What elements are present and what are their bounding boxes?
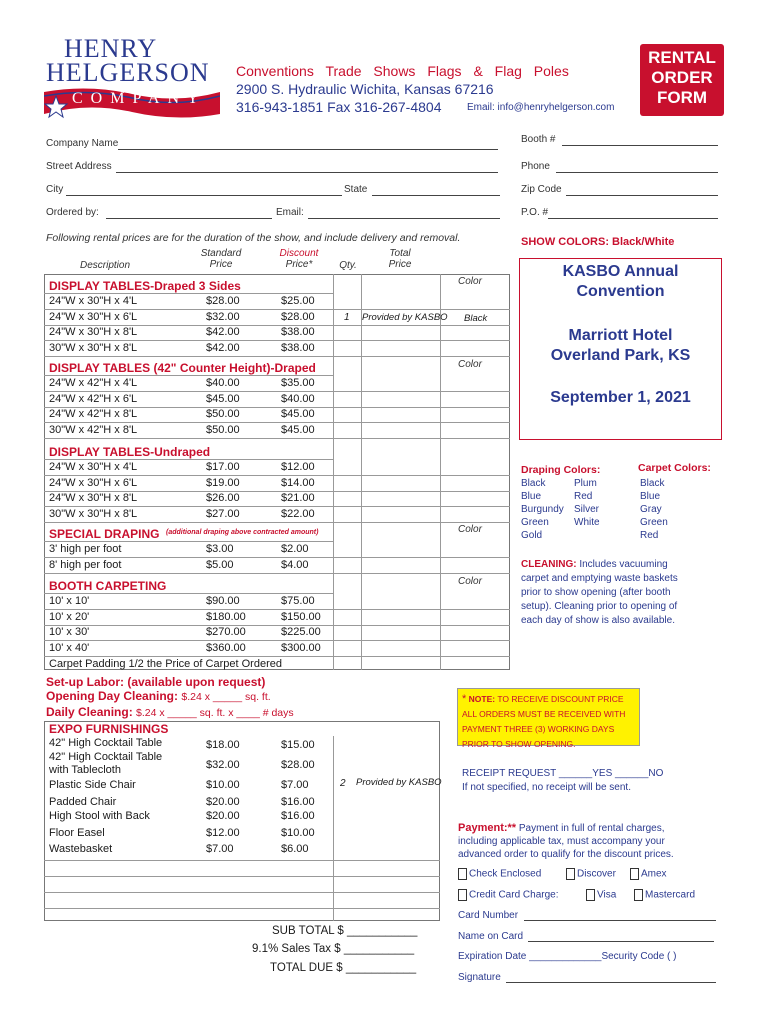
draping-color: White xyxy=(574,517,600,528)
state-field[interactable] xyxy=(372,195,500,196)
standard-price: $45.00 xyxy=(206,392,240,405)
ordered-by-label: Ordered by: xyxy=(46,207,99,218)
section-title: DISPLAY TABLES-Draped 3 Sides xyxy=(49,279,241,293)
standard-price: $19.00 xyxy=(206,476,240,489)
discount-price: $45.00 xyxy=(281,408,315,420)
show-colors: SHOW COLORS: Black/White xyxy=(521,236,675,248)
sales-tax[interactable]: 9.1% Sales Tax $ ___________ xyxy=(252,943,415,955)
item-description: 30"W x 42"H x 8'L xyxy=(49,423,138,436)
city-field[interactable] xyxy=(66,195,342,196)
discount-price: $14.00 xyxy=(281,476,315,489)
zip-label: Zip Code xyxy=(521,184,562,195)
standard-price: $90.00 xyxy=(206,595,240,607)
event-location: Overland Park, KS xyxy=(550,347,691,364)
section-subtitle: (additional draping above contracted amount) xyxy=(166,529,319,536)
item-description: 10' x 20' xyxy=(49,610,90,623)
check-enclosed-checkbox[interactable] xyxy=(458,868,467,880)
signature-label: Signature xyxy=(458,972,501,983)
discount-price: $12.00 xyxy=(281,461,315,473)
item-description: 3' high per foot xyxy=(49,543,122,555)
form-title-box xyxy=(640,44,724,116)
total-due[interactable]: TOTAL DUE $ ___________ xyxy=(270,962,417,974)
booth-label: Booth # xyxy=(521,134,556,145)
po-label: P.O. # xyxy=(521,207,549,218)
chair-qty[interactable]: 2 xyxy=(340,778,346,789)
item-description: 24"W x 30"H x 8'L xyxy=(49,492,138,504)
amex-option[interactable]: Amex xyxy=(630,868,667,880)
section-title: BOOTH CARPETING xyxy=(49,579,167,593)
form-title-1: RENTAL xyxy=(648,48,716,67)
carpet-colors-title: Carpet Colors: xyxy=(638,462,711,474)
draping-color: Gold xyxy=(521,530,543,541)
expo-item: High Stool with Back xyxy=(49,810,150,822)
labor-title: Set-up Labor: (available upon request) xyxy=(46,675,266,689)
discover-checkbox[interactable] xyxy=(566,868,575,880)
expo-standard-price: $10.00 xyxy=(206,779,240,791)
col-total: Total Price xyxy=(388,248,412,270)
expo-item: Padded Chair xyxy=(49,796,117,808)
item-description: 24"W x 30"H x 4'L xyxy=(49,295,138,307)
color-header-1: Color xyxy=(458,276,482,287)
po-field[interactable] xyxy=(548,218,718,219)
cleaning-info: CLEANING: Includes vacuuming carpet and emptying waste baskets prior to show opening (after booth setup). Cleaning prior to opening of each day of show is also available. xyxy=(521,559,678,626)
section-title: SPECIAL DRAPING xyxy=(49,527,160,541)
expo-standard-price: $20.00 xyxy=(206,810,240,822)
discount-price: $150.00 xyxy=(281,610,321,623)
credit-card-option[interactable]: Credit Card Charge: xyxy=(458,889,558,901)
standard-price: $26.00 xyxy=(206,492,240,504)
mastercard-option[interactable]: Mastercard xyxy=(634,889,695,901)
amex-checkbox[interactable] xyxy=(630,868,639,880)
col-qty: Qty. xyxy=(339,260,357,271)
chair-total[interactable]: Provided by KASBO xyxy=(356,777,442,788)
standard-price: $32.00 xyxy=(206,310,240,323)
draping-color: Green xyxy=(521,517,549,528)
draping-color: Red xyxy=(574,491,593,502)
header-services: Conventions Trade Shows Flags & Flag Poles xyxy=(236,63,569,79)
discount-price: $2.00 xyxy=(281,543,309,555)
payment-info: Payment:** Payment in full of rental charges, including applicable tax, must accompany your advanced order to qualify for the discount prices. xyxy=(458,822,674,860)
expo-item: Wastebasket xyxy=(49,843,113,855)
col-standard: Standard Price xyxy=(200,248,242,270)
street-field[interactable] xyxy=(116,172,498,173)
draping-color: Black xyxy=(521,478,546,489)
standard-price: $5.00 xyxy=(206,558,234,571)
item-description: 24"W x 30"H x 4'L xyxy=(49,461,138,473)
expo-discount-price: $7.00 xyxy=(281,779,309,791)
discount-price: $40.00 xyxy=(281,392,315,405)
standard-price: $42.00 xyxy=(206,341,240,354)
receipt-note: If not specified, no receipt will be sent. xyxy=(462,782,631,793)
draping-color: Burgundy xyxy=(521,504,564,515)
expo-standard-price: $20.00 xyxy=(206,796,240,808)
item-description: 24"W x 30"H x 6'L xyxy=(49,476,138,489)
standard-price: $3.00 xyxy=(206,543,234,555)
standard-price: $40.00 xyxy=(206,377,240,389)
item-description: 30"W x 30"H x 8'L xyxy=(49,507,138,520)
expo-discount-price: $28.00 xyxy=(281,759,315,771)
carpet-color: Green xyxy=(640,517,668,528)
carpet-color: Gray xyxy=(640,504,662,515)
row1-color[interactable]: Black xyxy=(464,313,488,324)
draping-colors-title: Draping Colors: xyxy=(521,464,601,476)
expo-discount-price: $15.00 xyxy=(281,739,315,751)
standard-price: $17.00 xyxy=(206,461,240,473)
zip-field[interactable] xyxy=(566,195,718,196)
standard-price: $270.00 xyxy=(206,626,246,638)
standard-price: $28.00 xyxy=(206,295,240,307)
email-label: Email: xyxy=(276,207,304,218)
standard-price: $360.00 xyxy=(206,641,246,654)
expiration-field[interactable]: Expiration Date _____________Security Code ( ) xyxy=(458,951,677,962)
discount-price: $300.00 xyxy=(281,641,321,654)
discount-price: $45.00 xyxy=(281,423,315,436)
check-enclosed-option[interactable]: Check Enclosed xyxy=(458,868,541,880)
expo-title: EXPO FURNISHINGS xyxy=(49,722,169,736)
name-on-card-field[interactable] xyxy=(528,941,714,942)
standard-price: $42.00 xyxy=(206,326,240,338)
logo-helgerson: HELGERSON xyxy=(46,58,210,87)
carpet-color: Red xyxy=(640,530,659,541)
item-description: 24"W x 42"H x 4'L xyxy=(49,377,138,389)
item-description: 24"W x 30"H x 6'L xyxy=(49,310,138,323)
opening-cleaning[interactable]: Opening Day Cleaning: $.24 x _____ sq. ft. xyxy=(46,689,271,703)
standard-price: $50.00 xyxy=(206,408,240,420)
row1-qty[interactable]: 1 xyxy=(344,312,350,323)
discount-price: $28.00 xyxy=(281,310,315,323)
discount-price: $38.00 xyxy=(281,341,315,354)
expo-standard-price: $7.00 xyxy=(206,843,234,855)
carpet-padding-note: Carpet Padding 1/2 the Price of Carpet Ordered xyxy=(49,658,282,670)
mastercard-checkbox[interactable] xyxy=(634,889,643,901)
expo-discount-price: $10.00 xyxy=(281,827,315,839)
discount-price: $22.00 xyxy=(281,507,315,520)
expo-discount-price: $16.00 xyxy=(281,810,315,822)
form-title-2: ORDER xyxy=(651,68,713,87)
discount-price: $35.00 xyxy=(281,377,315,389)
discount-price: $4.00 xyxy=(281,558,309,571)
email-field[interactable] xyxy=(308,218,500,219)
header-email[interactable]: Email: info@henryhelgerson.com xyxy=(467,102,615,113)
discover-option[interactable]: Discover xyxy=(566,868,616,880)
expo-standard-price: $12.00 xyxy=(206,827,240,839)
standard-price: $180.00 xyxy=(206,610,246,623)
col-description: Description xyxy=(79,260,131,271)
col-discount: Discount Price* xyxy=(279,248,319,270)
credit-card-checkbox[interactable] xyxy=(458,889,467,901)
expo-discount-price: $16.00 xyxy=(281,796,315,808)
item-description: 24"W x 42"H x 8'L xyxy=(49,408,138,420)
event-venue: Marriott Hotel xyxy=(568,327,673,344)
discount-price: $25.00 xyxy=(281,295,315,307)
section-title: DISPLAY TABLES (42" Counter Height)-Draped xyxy=(49,361,316,375)
street-label: Street Address xyxy=(46,161,112,172)
expo-item: Floor Easel xyxy=(49,827,105,839)
item-description: 30"W x 30"H x 8'L xyxy=(49,341,138,354)
subtotal[interactable]: SUB TOTAL $ ___________ xyxy=(272,925,418,937)
section-title: DISPLAY TABLES-Undraped xyxy=(49,445,211,459)
header-phones: 316-943-1851 Fax 316-267-4804 xyxy=(236,99,442,115)
logo-company: COMPANY xyxy=(72,90,207,107)
draping-color: Silver xyxy=(574,504,600,515)
discount-price: $38.00 xyxy=(281,326,315,338)
expo-standard-price: $18.00 xyxy=(206,739,240,751)
name-on-card-label: Name on Card xyxy=(458,931,524,942)
discount-note: * NOTE: TO RECEIVE DISCOUNT PRICE ALL ORDERS MUST BE RECEIVED WITH PAYMENT THREE (3) WORKING DAYS PRIOR TO SHOW OPENING. xyxy=(457,688,640,746)
signature-field[interactable] xyxy=(506,982,716,983)
pricing-note: Following rental prices are for the duration of the show, and include delivery and removal. xyxy=(46,232,461,244)
item-description: 10' x 40' xyxy=(49,641,90,654)
expo-item: Plastic Side Chair xyxy=(49,779,136,791)
city-label: City xyxy=(46,184,64,195)
card-number-label: Card Number xyxy=(458,910,519,921)
draping-color: Plum xyxy=(574,478,597,489)
ordered-by-field[interactable] xyxy=(106,218,272,219)
item-description: 8' high per foot xyxy=(49,558,122,571)
event-box xyxy=(519,258,722,440)
company-field[interactable] xyxy=(118,149,498,150)
discount-price: $75.00 xyxy=(281,595,315,607)
expo-discount-price: $6.00 xyxy=(281,843,309,855)
phone-field[interactable] xyxy=(556,172,718,173)
standard-price: $50.00 xyxy=(206,423,240,436)
discount-price: $225.00 xyxy=(281,626,321,638)
expo-item: 42" High Cocktail Table xyxy=(49,751,163,763)
expo-item: 42" High Cocktail Table xyxy=(49,737,163,749)
phone-label: Phone xyxy=(521,161,550,172)
draping-color: Blue xyxy=(521,491,542,502)
logo-henry: HENRY xyxy=(64,34,158,63)
event-name-2: Convention xyxy=(576,283,665,300)
color-header-3: Color xyxy=(458,524,482,535)
expo-item-line2: with Tablecloth xyxy=(49,764,121,776)
expo-standard-price: $32.00 xyxy=(206,759,240,771)
row1-total[interactable]: Provided by KASBO xyxy=(362,312,448,323)
visa-option[interactable]: Visa xyxy=(586,889,616,901)
item-description: 24"W x 42"H x 6'L xyxy=(49,392,138,405)
discount-price: $21.00 xyxy=(281,492,315,504)
color-header-2: Color xyxy=(458,359,482,370)
standard-price: $27.00 xyxy=(206,507,240,520)
state-label: State xyxy=(344,184,368,195)
header-address: 2900 S. Hydraulic Wichita, Kansas 67216 xyxy=(236,81,494,97)
item-description: 24"W x 30"H x 8'L xyxy=(49,326,138,338)
card-number-field[interactable] xyxy=(524,920,716,921)
event-date: September 1, 2021 xyxy=(550,389,691,406)
booth-field[interactable] xyxy=(562,145,718,146)
color-header-4: Color xyxy=(458,576,482,587)
event-name-1: KASBO Annual xyxy=(562,263,679,280)
daily-cleaning[interactable]: Daily Cleaning: $.24 x _____ sq. ft. x ____ # days xyxy=(46,705,294,719)
carpet-color: Blue xyxy=(640,491,661,502)
form-title-3: FORM xyxy=(656,88,708,107)
item-description: 10' x 30' xyxy=(49,626,90,638)
item-description: 10' x 10' xyxy=(49,595,90,607)
company-label: Company Name xyxy=(46,138,119,149)
visa-checkbox[interactable] xyxy=(586,889,595,901)
receipt-request[interactable]: RECEIPT REQUEST ______YES ______NO xyxy=(462,768,664,779)
carpet-color: Black xyxy=(640,478,665,489)
